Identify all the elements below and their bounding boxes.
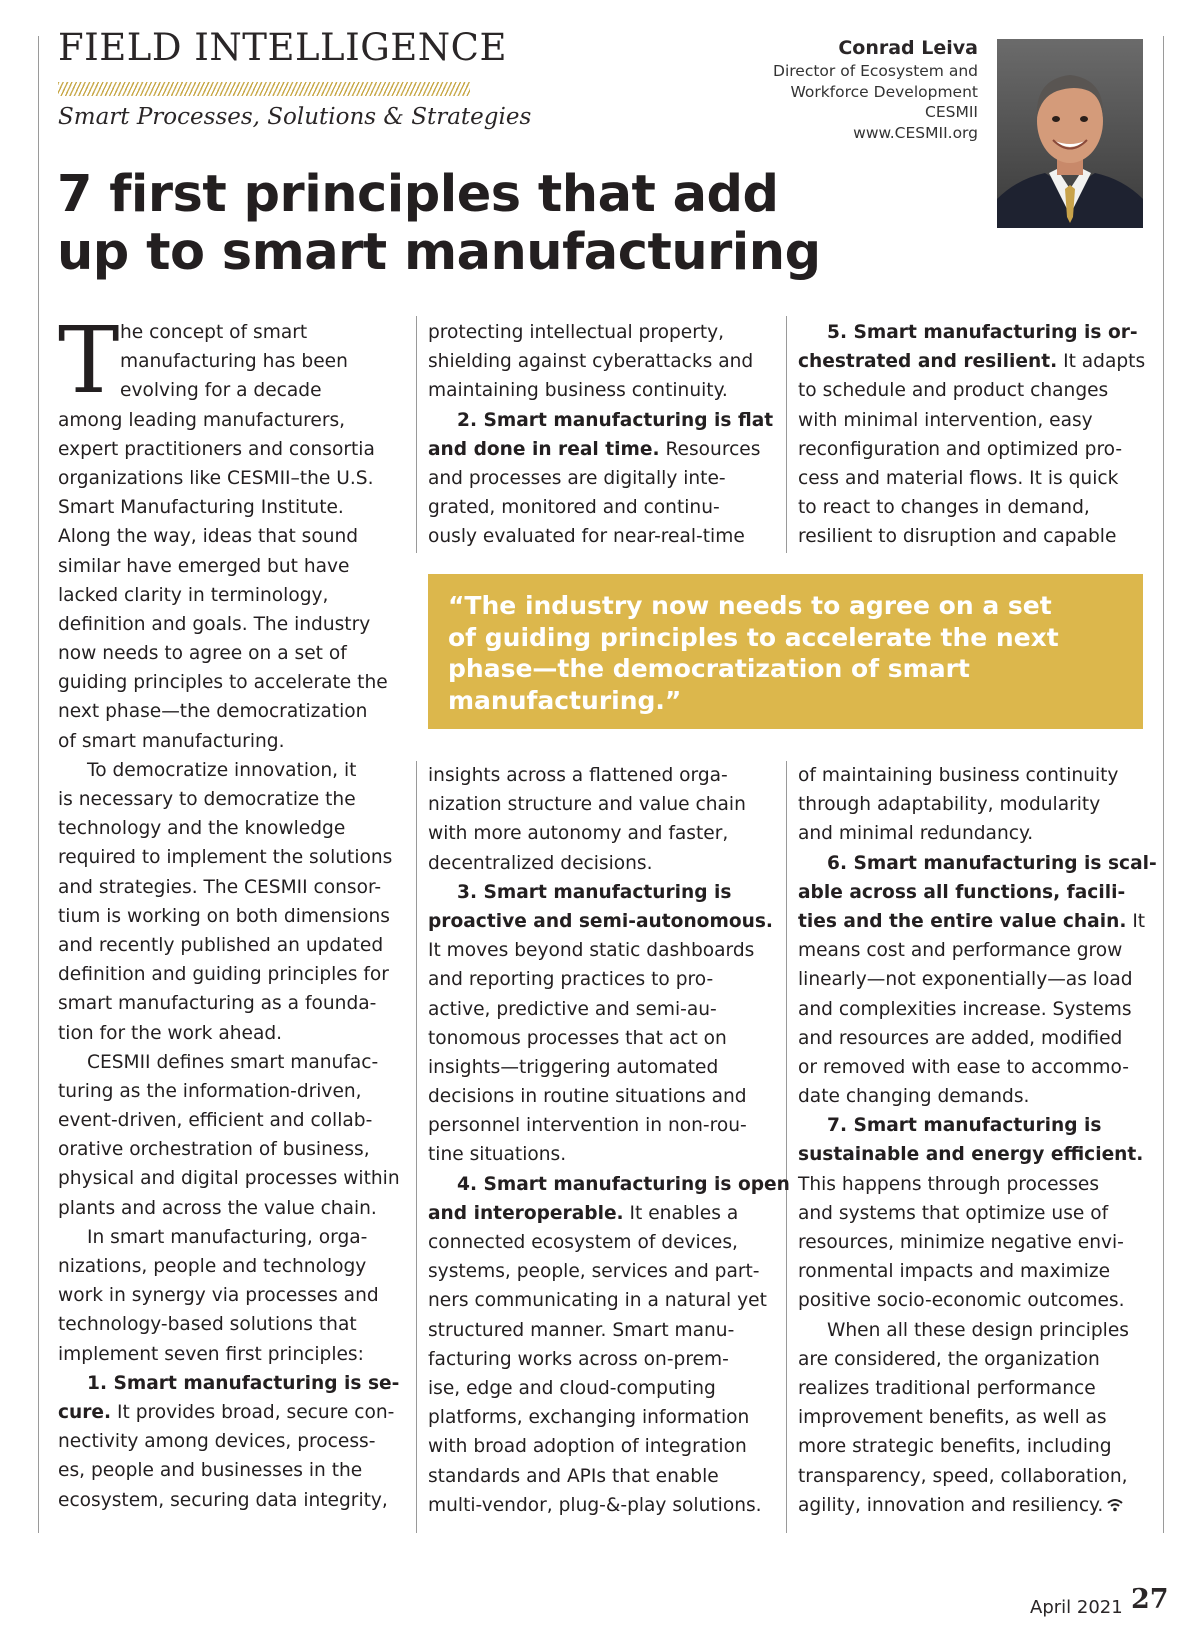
wifi-end-icon <box>1107 1498 1123 1512</box>
author-role-line-1: Director of Ecosystem and <box>773 62 978 80</box>
text-line: evolving for a decade <box>120 380 322 402</box>
pull-quote-line: “The industry now needs to agree on a set <box>448 591 1052 620</box>
section-masthead: FIELD INTELLIGENCE <box>58 26 507 69</box>
text-line: manufacturing has been <box>120 351 348 373</box>
principle-5-heading <box>798 318 1158 347</box>
principle-6-bold-mid: able across all functions, facili- <box>798 881 1126 903</box>
author-photo <box>997 39 1143 228</box>
text-line: ously evaluated for near-real-time <box>428 526 745 548</box>
text-line <box>58 1398 403 1427</box>
text-line: work in synergy via processes and <box>58 1285 379 1307</box>
article-title <box>57 166 821 282</box>
principle-3-bold: 3. Smart manufacturing is <box>457 881 732 903</box>
column-rule-bottom-1 <box>416 761 417 1533</box>
principle-2-bold: 2. Smart manufacturing is flat <box>457 409 774 431</box>
text-line: insights across a flattened orga- <box>428 765 728 786</box>
text-line: tium is working on both dimensions <box>58 905 390 927</box>
drop-cap: T <box>58 307 120 414</box>
author-url: www.CESMII.org <box>853 123 978 142</box>
text-line: he concept of smart <box>120 322 308 343</box>
text-line: and reporting practices to pro- <box>428 969 714 991</box>
text-line: platforms, exchanging information <box>428 1407 750 1429</box>
principle-1-heading <box>58 1369 403 1398</box>
text-line: This happens through processes <box>798 1173 1100 1195</box>
principle-4-bold: 4. Smart manufacturing is open <box>457 1173 790 1195</box>
principle-4-bold-end: and interoperable. <box>428 1202 624 1224</box>
text-line: definition and guiding principles for <box>58 964 389 986</box>
text-line: technology and the knowledge <box>58 818 346 840</box>
text-line-last <box>798 1491 1158 1520</box>
principle-6-heading-mid <box>798 878 1158 907</box>
principle-5-text: It adapts <box>1057 351 1146 373</box>
text-line: It moves beyond static dashboards <box>428 940 755 962</box>
text-line: required to implement the solutions <box>58 847 393 869</box>
text-line: with more autonomy and faster, <box>428 823 729 845</box>
author-portrait-icon <box>997 39 1143 228</box>
text-line: Smart Manufacturing Institute. <box>58 497 344 519</box>
text-line: tine situations. <box>428 1144 567 1166</box>
page-number: 27 <box>1131 1584 1169 1615</box>
text-line: structured manner. Smart manu- <box>428 1319 735 1341</box>
text-line: and complexities increase. Systems <box>798 998 1132 1020</box>
text-line: guiding principles to accelerate the <box>58 672 388 694</box>
text-line: decentralized decisions. <box>428 852 653 874</box>
text-line <box>428 1199 788 1228</box>
section-tagline: Smart Processes, Solutions & Strategies <box>58 104 532 130</box>
text-line: transparency, speed, collaboration, <box>798 1465 1128 1487</box>
principle-1-bold: 1. Smart manufacturing is se- <box>87 1372 400 1394</box>
pull-quote-line: of guiding principles to accelerate the next <box>448 622 1059 652</box>
text-line: nization structure and value chain <box>428 794 746 816</box>
text-line: lacked clarity in terminology, <box>58 584 329 606</box>
text-line: ronmental impacts and maximize <box>798 1261 1111 1283</box>
text-line: and processes are digitally inte- <box>428 467 726 489</box>
text-line: nizations, people and technology <box>58 1256 367 1277</box>
text-line: active, predictive and semi-au- <box>428 998 717 1020</box>
text-line: expert practitioners and consortia <box>58 438 375 460</box>
principle-5-bold-end: chestrated and resilient. <box>798 351 1058 373</box>
text-line: To democratize innovation, it <box>87 759 357 781</box>
text-line: multi-vendor, plug-&-play solutions. <box>428 1494 762 1516</box>
text-line: definition and goals. The industry <box>58 613 371 635</box>
text-line: are considered, the organization <box>798 1348 1100 1370</box>
article-title-line-2: up to smart manufacturing <box>57 223 821 282</box>
text-line: protecting intellectual property, <box>428 322 725 343</box>
principle-3-heading-end <box>428 907 788 936</box>
principle-1-bold-end: cure. <box>58 1401 112 1423</box>
principle-6-text: It <box>1126 910 1146 932</box>
article-column-2-bottom <box>428 761 788 1520</box>
text-line: and minimal redundancy. <box>798 823 1034 845</box>
pull-quote-text <box>448 590 1059 716</box>
text-line: more strategic benefits, including <box>798 1436 1112 1458</box>
text-line <box>798 907 1158 936</box>
principle-3-heading <box>428 878 788 907</box>
text-line: facturing works across on-prem- <box>428 1348 729 1370</box>
left-margin-rule <box>38 36 39 1533</box>
principle-1-text: It provides broad, secure con- <box>111 1401 395 1423</box>
text-line: or removed with ease to accommo- <box>798 1056 1129 1078</box>
principle-4-text: It enables a <box>623 1202 739 1224</box>
text-line: is necessary to democratize the <box>58 789 356 810</box>
principle-4-heading <box>428 1170 788 1199</box>
text-line: organizations like CESMII–the U.S. <box>58 467 374 489</box>
masthead-hatch-divider <box>58 82 470 96</box>
right-margin-rule <box>1163 36 1164 1533</box>
text-line: among leading manufacturers, <box>58 409 346 431</box>
text-line: similar have emerged but have <box>58 555 350 577</box>
text-line: resilient to disruption and capable <box>798 526 1117 548</box>
text-line: insights—triggering automated <box>428 1056 719 1078</box>
final-text: agility, innovation and resiliency. <box>798 1494 1104 1516</box>
text-line: implement seven first principles: <box>58 1343 364 1365</box>
text-line: ecosystem, securing data integrity, <box>58 1489 388 1511</box>
principle-6-heading <box>798 849 1158 878</box>
text-line: connected ecosystem of devices, <box>428 1232 738 1253</box>
text-line: In smart manufacturing, orga- <box>87 1226 368 1248</box>
author-name: Conrad Leiva <box>838 37 978 59</box>
text-line: decisions in routine situations and <box>428 1086 747 1108</box>
text-line: cess and material flows. It is quick <box>798 467 1119 489</box>
author-byline <box>773 36 978 143</box>
text-line: positive socio-economic outcomes. <box>798 1290 1125 1312</box>
article-column-3-bottom <box>798 761 1158 1520</box>
text-line: CESMII defines smart manufac- <box>87 1051 379 1073</box>
principle-2-bold-end: and done in real time. <box>428 438 660 460</box>
text-line: nectivity among devices, process- <box>58 1431 376 1453</box>
text-line: improvement benefits, as well as <box>798 1407 1107 1429</box>
text-line: event-driven, efficient and collab- <box>58 1110 373 1132</box>
principle-7-bold-end: sustainable and energy efficient. <box>798 1144 1144 1166</box>
article-column-3-top <box>798 318 1158 552</box>
principle-2-heading <box>428 406 788 435</box>
pull-quote-line: manufacturing.” <box>448 685 682 715</box>
principle-7-heading <box>798 1111 1158 1140</box>
text-line: reconfiguration and optimized pro- <box>798 438 1123 460</box>
text-line: through adaptability, modularity <box>798 794 1101 816</box>
pull-quote-line: phase—the democratization of smart <box>448 654 970 683</box>
principle-3-bold-end: proactive and semi-autonomous. <box>428 910 773 932</box>
text-line <box>798 347 1158 376</box>
text-line: Along the way, ideas that sound <box>58 526 359 548</box>
pull-quote-box <box>428 574 1143 729</box>
principle-7-heading-end <box>798 1140 1158 1169</box>
text-line: smart manufacturing as a founda- <box>58 993 377 1015</box>
text-line: with broad adoption of integration <box>428 1436 747 1458</box>
text-line: grated, monitored and continu- <box>428 497 720 519</box>
text-line: linearly—not exponentially—as load <box>798 969 1133 991</box>
text-line: and resources are added, modified <box>798 1027 1123 1049</box>
principle-6-bold: 6. Smart manufacturing is scal- <box>827 852 1157 874</box>
author-org: CESMII <box>925 103 978 121</box>
text-line: of smart manufacturing. <box>58 730 285 752</box>
text-line: systems, people, services and part- <box>428 1261 760 1283</box>
text-line <box>428 435 788 464</box>
text-line: es, people and businesses in the <box>58 1460 363 1482</box>
principle-2-text: Resources <box>659 438 761 460</box>
text-line: ners communicating in a natural yet <box>428 1290 767 1312</box>
text-line: plants and across the value chain. <box>58 1197 377 1219</box>
article-title-line-1: 7 first principles that add <box>57 165 779 224</box>
text-line: maintaining business continuity. <box>428 380 728 402</box>
text-line: now needs to agree on a set of <box>58 643 347 665</box>
text-line: to react to changes in demand, <box>798 497 1090 519</box>
text-line: realizes traditional performance <box>798 1377 1096 1399</box>
text-line: technology-based solutions that <box>58 1314 357 1336</box>
text-line: shielding against cyberattacks and <box>428 351 754 373</box>
article-column-2-top <box>428 318 788 552</box>
author-role-line-2: Workforce Development <box>790 82 978 101</box>
text-line: and systems that optimize use of <box>798 1202 1109 1224</box>
text-line: tion for the work ahead. <box>58 1022 283 1044</box>
column-rule-top-1 <box>416 316 417 553</box>
issue-date: April 2021 <box>1030 1597 1123 1618</box>
text-line: orative orchestration of business, <box>58 1139 370 1161</box>
principle-6-bold-end: ties and the entire value chain. <box>798 910 1127 932</box>
text-line: resources, minimize negative envi- <box>798 1232 1124 1253</box>
principle-7-bold: 7. Smart manufacturing is <box>827 1115 1102 1137</box>
text-line: to schedule and product changes <box>798 380 1109 402</box>
text-line: physical and digital processes within <box>58 1168 400 1190</box>
text-line: tonomous processes that act on <box>428 1027 727 1049</box>
text-line: When all these design principles <box>827 1319 1129 1341</box>
text-line: personnel intervention in non-rou- <box>428 1115 747 1137</box>
text-line: means cost and performance grow <box>798 940 1123 962</box>
text-line: and recently published an updated <box>58 934 384 956</box>
text-line: ise, edge and cloud-computing <box>428 1377 716 1399</box>
text-line: turing as the information-driven, <box>58 1080 362 1102</box>
text-line: standards and APIs that enable <box>428 1465 719 1487</box>
text-line: next phase—the democratization <box>58 701 368 723</box>
text-line: with minimal intervention, easy <box>798 409 1093 431</box>
article-column-1 <box>58 307 403 1515</box>
text-line: date changing demands. <box>798 1086 1030 1108</box>
principle-5-bold: 5. Smart manufacturing is or- <box>827 322 1138 343</box>
text-line: of maintaining business continuity <box>798 765 1119 786</box>
text-line: and strategies. The CESMII consor- <box>58 876 382 898</box>
